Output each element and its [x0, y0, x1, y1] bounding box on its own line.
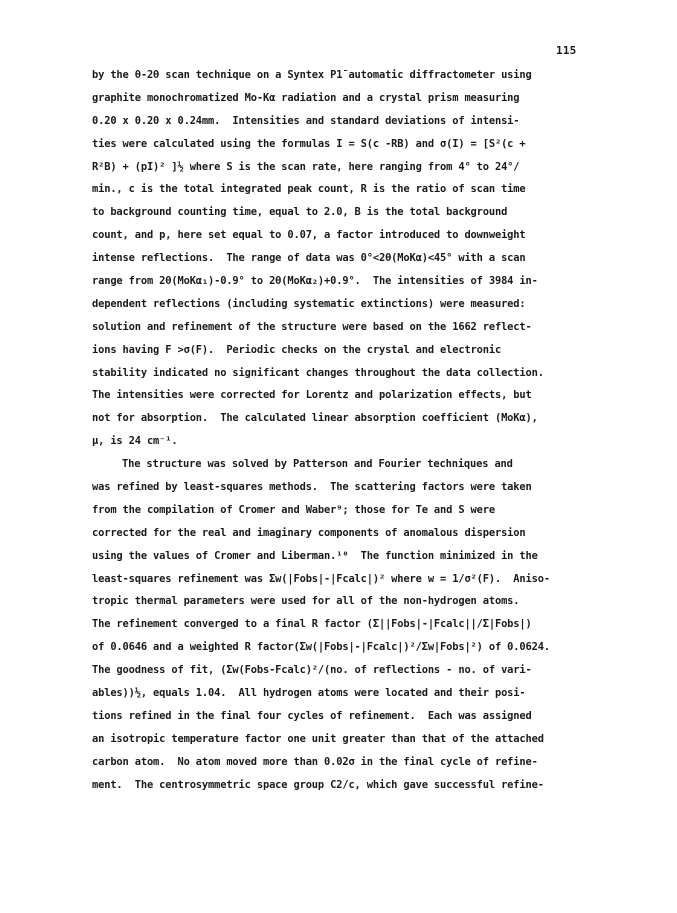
text-line: count, and p, here set equal to 0.07, a factor introduced to downweight — [92, 229, 526, 242]
text-line: intense reflections. The range of data was 0°<2θ(MoKα)<45° with a scan — [92, 252, 526, 265]
text-line: not for absorption. The calculated linear absorption coefficient (MoKα), — [92, 412, 538, 425]
text-line: range from 2θ(MoKα₁)-0.9° to 2θ(MoKα₂)+0.9°. The intensities of 3984 in- — [92, 275, 538, 288]
text-line: min., c is the total integrated peak count, R is the ratio of scan time — [92, 183, 526, 196]
text-line: solution and refinement of the structure were based on the 1662 reflect- — [92, 320, 532, 333]
body-text — [92, 64, 572, 797]
text-line: was refined by least-squares methods. The scattering factors were taken — [92, 481, 532, 494]
text-line: by the θ-2θ scan technique on a Syntex P1̄ automatic diffractometer using — [92, 69, 532, 81]
text-line: ment. The centrosymmetric space group C2/c, which gave successful refine- — [92, 778, 544, 791]
text-line: to background counting time, equal to 2.0, B is the total background — [92, 206, 508, 219]
text-line: tions refined in the final four cycles of refinement. Each was assigned — [92, 709, 532, 722]
text-line: from the compilation of Cromer and Waber⁹; those for Te and S were — [92, 503, 495, 516]
text-line: μ, is 24 cm⁻¹. — [92, 435, 178, 448]
page-number: 115 — [556, 44, 577, 57]
text-line: dependent reflections (including systematic extinctions) were measured: — [92, 297, 526, 310]
text-line: corrected for the real and imaginary components of anomalous dispersion — [92, 526, 526, 539]
text-line: ions having F >σ(F). Periodic checks on the crystal and electronic — [92, 343, 502, 356]
text-line: 0.20 x 0.20 x 0.24mm. Intensities and standard deviations of intensi- — [92, 114, 520, 127]
text-line: carbon atom. No atom moved more than 0.02σ in the final cycle of refine- — [92, 755, 538, 768]
text-line: The goodness of fit, (Σw(Fobs-Fcalc)²/(no. of reflections - no. of vari- — [92, 664, 532, 677]
text-line: ties were calculated using the formulas I = S(c -RB) and σ(I) = [S²(c + — [92, 137, 526, 150]
paragraph-start — [92, 453, 572, 476]
text-line: least-squares refinement was Σw(|Fobs|-|Fcalc|)² where w = 1/σ²(F). Aniso- — [92, 572, 550, 585]
text-line: graphite monochromatized Mo-Kα radiation and a crystal prism measuring — [92, 91, 520, 104]
text-line: The intensities were corrected for Lorentz and polarization effects, but — [92, 389, 532, 402]
text-line: tropic thermal parameters were used for all of the non-hydrogen atoms. — [92, 595, 520, 608]
text-line: The structure was solved by Patterson and Fourier techniques and — [122, 458, 513, 471]
text-line: using the values of Cromer and Liberman.¹⁰ The function minimized in the — [92, 549, 538, 562]
text-line: ables))½, equals 1.04. All hydrogen atoms were located and their posi- — [92, 687, 526, 700]
text-line: an isotropic temperature factor one unit greater than that of the attached — [92, 732, 544, 745]
text-line: R²B) + (pI)² ]½ where S is the scan rate, here ranging from 4° to 24°/ — [92, 160, 520, 173]
text-line: stability indicated no significant changes throughout the data collection. — [92, 366, 544, 379]
text-line: The refinement converged to a final R factor (Σ||Fobs|-|Fcalc||/Σ|Fobs|) — [92, 618, 532, 631]
text-line: of 0.0646 and a weighted R factor(Σw(|Fobs|-|Fcalc|)²/Σw|Fobs|²) of 0.0624. — [92, 641, 550, 654]
